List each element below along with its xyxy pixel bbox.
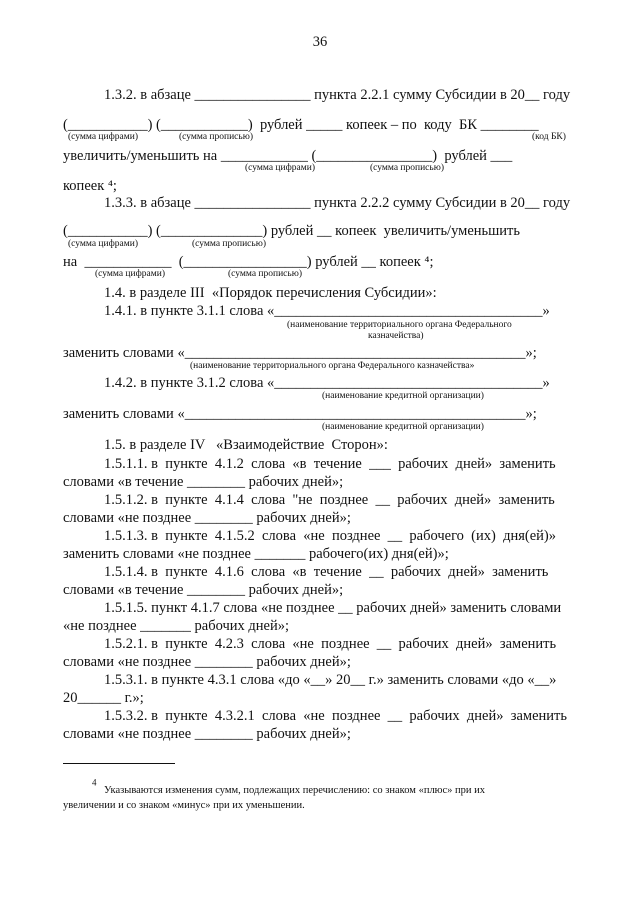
text-line: словами «не позднее ________ рабочих дней»;: [63, 510, 351, 526]
text-line: на ____________ (_________________) рублей __ копеек ⁴;: [63, 254, 434, 270]
field-caption: (наименование территориального органа Федерального казначейства»: [190, 361, 475, 371]
field-caption: (сумма цифрами): [245, 163, 315, 173]
text-line: 1.5.1.5. пункт 4.1.7 слова «не позднее __ рабочих дней» заменить словами: [104, 600, 562, 616]
text-line: заменить словами «_______________________________________________»;: [63, 345, 537, 361]
footnote-marker: [92, 777, 97, 794]
text-line: копеек ⁴;: [63, 178, 117, 194]
text-line: (___________) (____________) рублей _____ копеек – по коду БК ________: [63, 117, 539, 133]
text-line: 20______ г.»;: [63, 690, 144, 706]
field-caption: (сумма прописью): [228, 269, 302, 279]
text-line: словами «в течение ________ рабочих дней»;: [63, 474, 344, 490]
field-caption: (код БК): [532, 132, 566, 142]
field-caption: (сумма прописью): [179, 132, 253, 142]
text-line: (___________) (______________) рублей __ копеек увеличить/уменьшить: [63, 223, 521, 239]
text-line: 1.5.3.2. в пункте 4.3.2.1 слова «не позднее __ рабочих дней» заменить: [104, 708, 568, 724]
field-caption: (наименование кредитной организации): [322, 391, 484, 401]
text-line: словами «не позднее ________ рабочих дней»;: [63, 726, 351, 742]
text-line: 1.5.1.2. в пункте 4.1.4 слова "не позднее __ рабочих дней» заменить: [104, 492, 555, 508]
text-line: 1.3.3. в абзаце ________________ пункта 2.2.2 сумму Субсидии в 20__ году: [104, 195, 571, 211]
field-caption: (сумма прописью): [192, 239, 266, 249]
text-line: 1.5.3.1. в пункте 4.3.1 слова «до «__» 20__ г.» заменить словами «до «__»: [104, 672, 557, 688]
field-caption: (сумма цифрами): [68, 132, 138, 142]
text-line: словами «в течение ________ рабочих дней»;: [63, 582, 344, 598]
page-number: 36: [312, 34, 328, 50]
text-line: 1.5. в разделе IV «Взаимодействие Сторон»:: [104, 437, 388, 453]
text-line: словами «не позднее ________ рабочих дней»;: [63, 654, 351, 670]
field-caption: (сумма цифрами): [68, 239, 138, 249]
field-caption: (наименование кредитной организации): [322, 422, 484, 432]
field-caption: казначейства): [368, 331, 424, 341]
text-line: 1.4. в разделе III «Порядок перечисления Субсидии»:: [104, 285, 437, 301]
text-line: заменить словами «_______________________________________________»;: [63, 406, 537, 422]
field-caption: (наименование территориального органа Федерального: [287, 320, 512, 330]
text-line: 1.5.1.1. в пункте 4.1.2 слова «в течение ___ рабочих дней» заменить: [104, 456, 556, 472]
footnote-line-1: Указываются изменения сумм, подлежащих перечислению: со знаком «плюс» при их: [104, 785, 486, 796]
text-line: «не позднее _______ рабочих дней»;: [63, 618, 290, 634]
text-line: 1.3.2. в абзаце ________________ пункта 2.2.1 сумму Субсидии в 20__ году: [104, 87, 571, 103]
text-line: 1.5.1.3. в пункте 4.1.5.2 слова «не позднее __ рабочего (их) дня(ей)»: [104, 528, 557, 544]
text-line: увеличить/уменьшить на ____________ (________________) рублей ___: [63, 148, 513, 164]
field-caption: (сумма цифрами): [95, 269, 165, 279]
text-line: 1.5.1.4. в пункте 4.1.6 слова «в течение __ рабочих дней» заменить: [104, 564, 549, 580]
footnote-number: 4: [92, 777, 97, 788]
footnote-divider: [63, 763, 175, 764]
text-line: 1.5.2.1. в пункте 4.2.3 слова «не позднее __ рабочих дней» заменить: [104, 636, 557, 652]
field-caption: (сумма прописью): [370, 163, 444, 173]
text-line: 1.4.1. в пункте 3.1.1 слова «_____________________________________»: [104, 303, 550, 319]
footnote-line-2: увеличении и со знаком «минус» при их уменьшении.: [63, 800, 305, 811]
text-line: 1.4.2. в пункте 3.1.2 слова «_____________________________________»: [104, 375, 550, 391]
text-line: заменить словами «не позднее _______ рабочего(их) дня(ей)»;: [63, 546, 449, 562]
